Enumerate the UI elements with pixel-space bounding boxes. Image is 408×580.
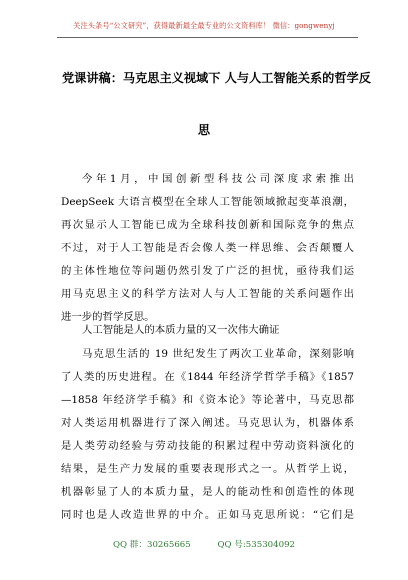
document-title-continued: 思 (197, 123, 211, 137)
paragraph-line: 再次显示人工智能已成为全球科技创新和国际竞争的焦点 (61, 219, 354, 231)
section-heading: 人工智能是人的本质力量的又一次伟大确证 (82, 324, 280, 336)
paragraph-line: 的主体性地位等问题仍然引发了广泛的担忧，亟待我们运 (61, 265, 354, 277)
paragraph-line: 马克思生活的 19 世纪发生了两次工业革命，深刻影响 (82, 348, 354, 360)
paragraph-line: 对人类运用机器进行了深入阐述。马克思认为，机器体系 (61, 417, 354, 429)
qq-group-number: QQ 群：30265665 (112, 540, 191, 550)
paragraph-line: 不过，对于人工智能是否会像人类一样思维、会否颠覆人 (61, 242, 354, 254)
paragraph-line: 机器彰显了人的本质力量，是人的能动性和创造性的体现 (61, 486, 354, 498)
paragraph-line: 今年1月，中国创新型科技公司深度求索推出 (82, 173, 354, 185)
paragraph-line: 是人类劳动经验与劳动技能的积累过程中劳动资料演化的 (61, 440, 354, 452)
footer-contact (0, 538, 408, 550)
paragraph-line: 用马克思主义的科学方法对人与人工智能的关系问题作出 (61, 288, 354, 300)
document-title: 党课讲稿：马克思主义视域下 人与人工智能关系的哲学反 (62, 71, 371, 85)
header-divider (57, 37, 358, 38)
paragraph-intro (61, 168, 354, 329)
paragraph-line: DeepSeek 大语言模型在全球人工智能领域掀起变革浪潮， (61, 196, 354, 208)
paragraph-line: 同时也是人改造世界的中介。正如马克思所说：“它们是 (61, 509, 354, 521)
paragraph-marx (61, 343, 354, 527)
paragraph-line: 了人类的历史进程。在《1844 年经济学哲学手稿》《1857 (61, 371, 354, 383)
paragraph-line: 结果，是生产力发展的重要表现形式之一。从哲学上说， (61, 463, 354, 475)
paragraph-line: —1858 年经济学手稿》和《资本论》等论著中，马克思都 (61, 394, 354, 406)
paragraph-line: 进一步的哲学反思。 (61, 311, 155, 323)
qq-number: QQ 号:535304092 (217, 540, 296, 550)
header-promo-note: 关注头条号“公文研究”，获得最新最全最专业的公文资料库！ 微信：gongwenyj (73, 21, 335, 30)
